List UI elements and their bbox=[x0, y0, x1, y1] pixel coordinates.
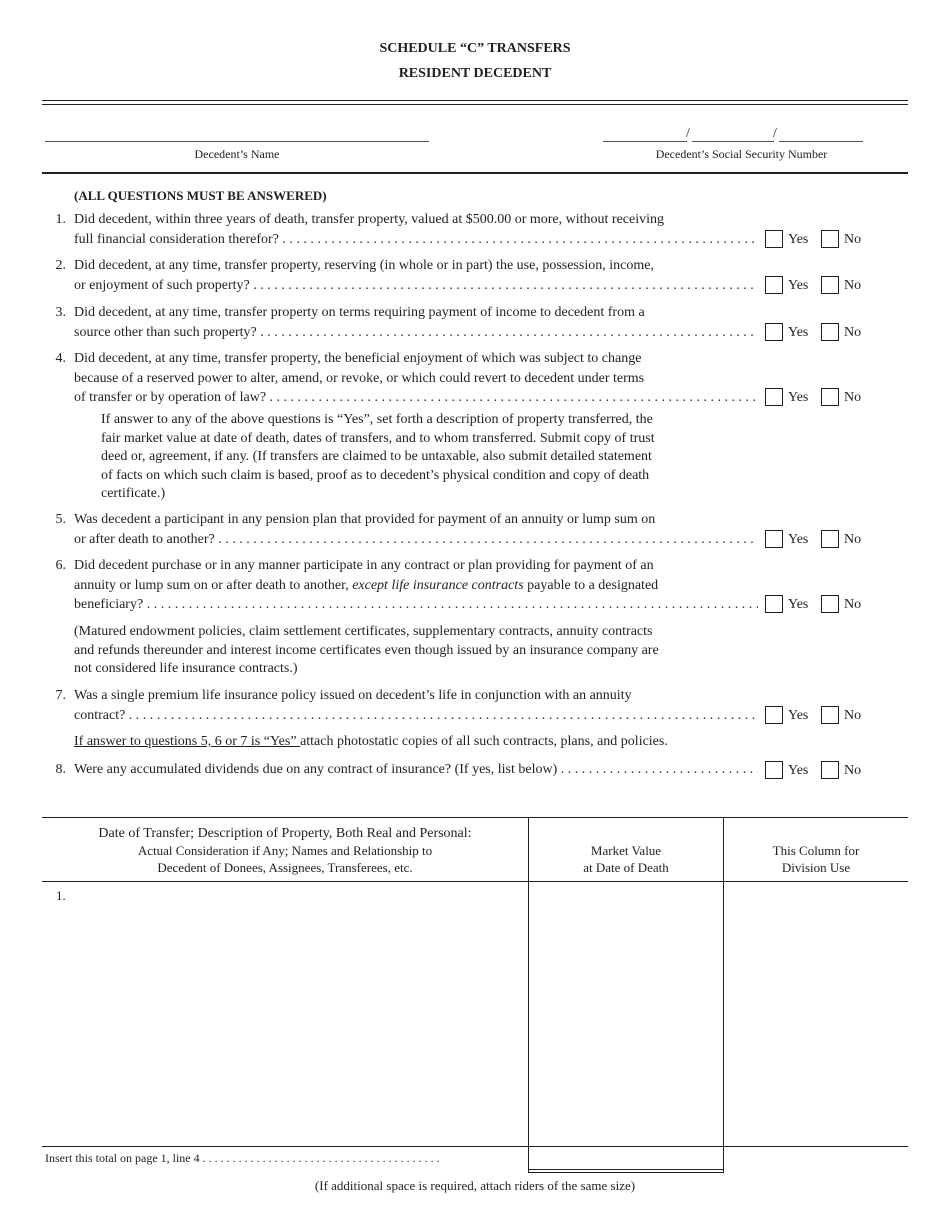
no-checkbox[interactable] bbox=[821, 761, 839, 779]
yes-checkbox[interactable] bbox=[765, 530, 783, 548]
question-number: 5. bbox=[55, 512, 66, 527]
yes-no-group bbox=[765, 229, 915, 249]
ssn-field-part2[interactable] bbox=[692, 141, 774, 142]
yes-no-group bbox=[765, 275, 915, 295]
note-line: and refunds thereunder and interest income certificates even though issued by an insurance company are bbox=[74, 642, 659, 658]
ssn-field-part1[interactable] bbox=[603, 141, 687, 142]
question-text bbox=[74, 576, 774, 596]
question-text-part: annuity or lump sum on or after death to another, bbox=[74, 577, 353, 593]
total-double-rule-1 bbox=[528, 1169, 724, 1170]
yes-checkbox[interactable] bbox=[765, 706, 783, 724]
header-line: Actual Consideration if Any; Names and Relationship to bbox=[137, 843, 433, 858]
note-matured-policies bbox=[74, 623, 794, 679]
question-text-last: full financial consideration therefor? . . . bbox=[74, 230, 758, 250]
total-value-field[interactable] bbox=[532, 1149, 720, 1168]
question-text-last: contract? . . . bbox=[74, 706, 758, 726]
question-text-last: or enjoyment of such property? . . . bbox=[74, 276, 758, 296]
question-text: Was decedent a participant in any pension plan that provided for payment of an annuity or lump sum on bbox=[74, 512, 656, 527]
yes-checkbox[interactable] bbox=[765, 761, 783, 779]
col-market-value-header bbox=[529, 842, 723, 876]
question-6 bbox=[42, 556, 912, 614]
no-checkbox[interactable] bbox=[821, 230, 839, 248]
yes-label: Yes bbox=[788, 232, 809, 247]
decedent-name-label: Decedent’s Name bbox=[194, 147, 280, 161]
yes-checkbox[interactable] bbox=[765, 388, 783, 406]
yes-no-group bbox=[765, 760, 915, 780]
yes-label: Yes bbox=[788, 278, 809, 293]
instructions: (ALL QUESTIONS MUST BE ANSWERED) bbox=[74, 188, 327, 203]
question-text-last: Were any accumulated dividends due on any contract of insurance? (If yes, list below) . . . bbox=[74, 760, 758, 780]
col-description-header bbox=[42, 825, 528, 876]
no-label: No bbox=[844, 763, 862, 778]
note-line: of facts on which such claim is based, proof as to decedent’s physical condition and copy of death bbox=[101, 467, 650, 483]
yes-label: Yes bbox=[788, 708, 809, 723]
yes-label: Yes bbox=[788, 325, 809, 340]
question-text: Did decedent, at any time, transfer property, the beneficial enjoyment of which was subject to change bbox=[74, 351, 642, 366]
question-number: 7. bbox=[55, 688, 66, 703]
form-title: SCHEDULE “C” TRANSFERS bbox=[379, 41, 571, 56]
yes-label: Yes bbox=[788, 763, 809, 778]
question-text-italic: except life insurance contracts bbox=[352, 577, 524, 593]
note-attach-copies bbox=[74, 733, 794, 752]
double-rule-bottom bbox=[42, 104, 908, 105]
question-text-last: of transfer or by operation of law? . . . bbox=[74, 388, 758, 408]
col-division-use-header bbox=[724, 842, 908, 876]
total-label-text: Insert this total on page 1, line 4 . . . bbox=[45, 1151, 440, 1165]
question-number: 3. bbox=[55, 305, 66, 320]
note-underlined: If answer to questions 5, 6 or 7 is “Yes” bbox=[74, 734, 301, 749]
ssn-separator-1: / bbox=[686, 126, 690, 141]
ssn-field-part3[interactable] bbox=[779, 141, 863, 142]
total-double-rule-2 bbox=[528, 1172, 724, 1173]
yes-no-group bbox=[765, 529, 915, 549]
note-rest: attach photostatic copies of all such contracts, plans, and policies. bbox=[300, 734, 668, 749]
yes-checkbox[interactable] bbox=[765, 595, 783, 613]
table-total-border bbox=[42, 1146, 908, 1147]
ssn-separator-2: / bbox=[773, 126, 777, 141]
no-label: No bbox=[844, 232, 862, 247]
question-2 bbox=[42, 256, 912, 295]
question-text: Did decedent, within three years of death, transfer property, valued at $500.00 or more, without receiving bbox=[74, 212, 665, 227]
yes-label: Yes bbox=[788, 597, 809, 612]
yes-label: Yes bbox=[788, 532, 809, 547]
question-text: Was a single premium life insurance policy issued on decedent’s life in conjunction with an annuity bbox=[74, 688, 632, 703]
question-text: Did decedent, at any time, transfer property on terms requiring payment of income to decedent from a bbox=[74, 305, 645, 320]
yes-no-group bbox=[765, 705, 915, 725]
header-line: Division Use bbox=[781, 860, 851, 875]
table-header-border bbox=[42, 881, 908, 882]
no-checkbox[interactable] bbox=[821, 530, 839, 548]
double-rule-top bbox=[42, 100, 908, 101]
table-top-border bbox=[42, 817, 908, 818]
note-line: deed or, agreement, if any. (If transfers are claimed to be untaxable, also submit detailed statement bbox=[101, 449, 652, 464]
question-4 bbox=[42, 349, 912, 407]
question-8 bbox=[42, 760, 912, 780]
yes-checkbox[interactable] bbox=[765, 230, 783, 248]
note-line: (Matured endowment policies, claim settlement certificates, supplementary contracts, annuity contracts bbox=[74, 624, 653, 639]
yes-no-group bbox=[765, 387, 915, 407]
no-checkbox[interactable] bbox=[821, 388, 839, 406]
no-label: No bbox=[844, 278, 862, 293]
question-text-last: source other than such property? . . . bbox=[74, 323, 758, 343]
question-number: 4. bbox=[55, 351, 66, 366]
question-number: 1. bbox=[55, 212, 66, 227]
header-line: This Column for bbox=[772, 843, 860, 858]
note-line: If answer to any of the above questions is “Yes”, set forth a description of property transferred, the bbox=[101, 412, 653, 427]
yes-checkbox[interactable] bbox=[765, 323, 783, 341]
description-entry-area[interactable] bbox=[62, 900, 522, 1140]
question-text-last: or after death to another? . . . bbox=[74, 530, 758, 550]
total-label bbox=[45, 1151, 520, 1166]
question-text: Did decedent, at any time, transfer property, reserving (in whole or in part) the use, possession, income, bbox=[74, 258, 654, 273]
question-text-last: beneficiary? . . . bbox=[74, 595, 758, 615]
no-label: No bbox=[844, 597, 862, 612]
no-checkbox[interactable] bbox=[821, 276, 839, 294]
question-7 bbox=[42, 686, 912, 725]
note-transfer-details bbox=[101, 411, 801, 504]
question-text: Did decedent purchase or in any manner participate in any contract or plan providing for payment of an bbox=[74, 558, 654, 573]
question-5 bbox=[42, 510, 912, 549]
question-1 bbox=[42, 210, 912, 249]
note-line: certificate.) bbox=[101, 486, 166, 501]
row-number: 1. bbox=[56, 888, 66, 903]
yes-no-group bbox=[765, 322, 915, 342]
note-line: fair market value at date of death, dates of transfers, and to whom transferred. Submit copy of trust bbox=[101, 430, 655, 446]
question-text-part: payable to a designated bbox=[523, 577, 659, 593]
no-checkbox[interactable] bbox=[821, 323, 839, 341]
section-rule bbox=[42, 172, 908, 174]
ssn-label: Decedent’s Social Security Number bbox=[655, 147, 828, 161]
no-label: No bbox=[844, 390, 862, 405]
no-label: No bbox=[844, 325, 862, 340]
note-line: not considered life insurance contracts.) bbox=[74, 661, 298, 676]
footer-note: (If additional space is required, attach riders of the same size) bbox=[314, 1178, 636, 1193]
no-label: No bbox=[844, 708, 862, 723]
question-number: 6. bbox=[55, 558, 66, 573]
market-value-entry-area[interactable] bbox=[532, 885, 720, 1143]
yes-no-group bbox=[765, 594, 915, 614]
question-number: 8. bbox=[55, 762, 66, 777]
question-3 bbox=[42, 303, 912, 342]
header-line: Decedent of Donees, Assignees, Transferees, etc. bbox=[157, 860, 413, 875]
decedent-name-field[interactable] bbox=[45, 141, 429, 142]
yes-label: Yes bbox=[788, 390, 809, 405]
no-checkbox[interactable] bbox=[821, 706, 839, 724]
form-subtitle: RESIDENT DECEDENT bbox=[398, 66, 552, 81]
no-checkbox[interactable] bbox=[821, 595, 839, 613]
header-line: at Date of Death bbox=[583, 860, 669, 875]
header-line: Date of Transfer; Description of Property, Both Real and Personal: bbox=[98, 826, 472, 841]
question-number: 2. bbox=[55, 258, 66, 273]
yes-checkbox[interactable] bbox=[765, 276, 783, 294]
no-label: No bbox=[844, 532, 862, 547]
header-line: Market Value bbox=[590, 843, 662, 858]
question-text: because of a reserved power to alter, amend, or revoke, or which could revert to decedent under terms bbox=[74, 370, 645, 386]
